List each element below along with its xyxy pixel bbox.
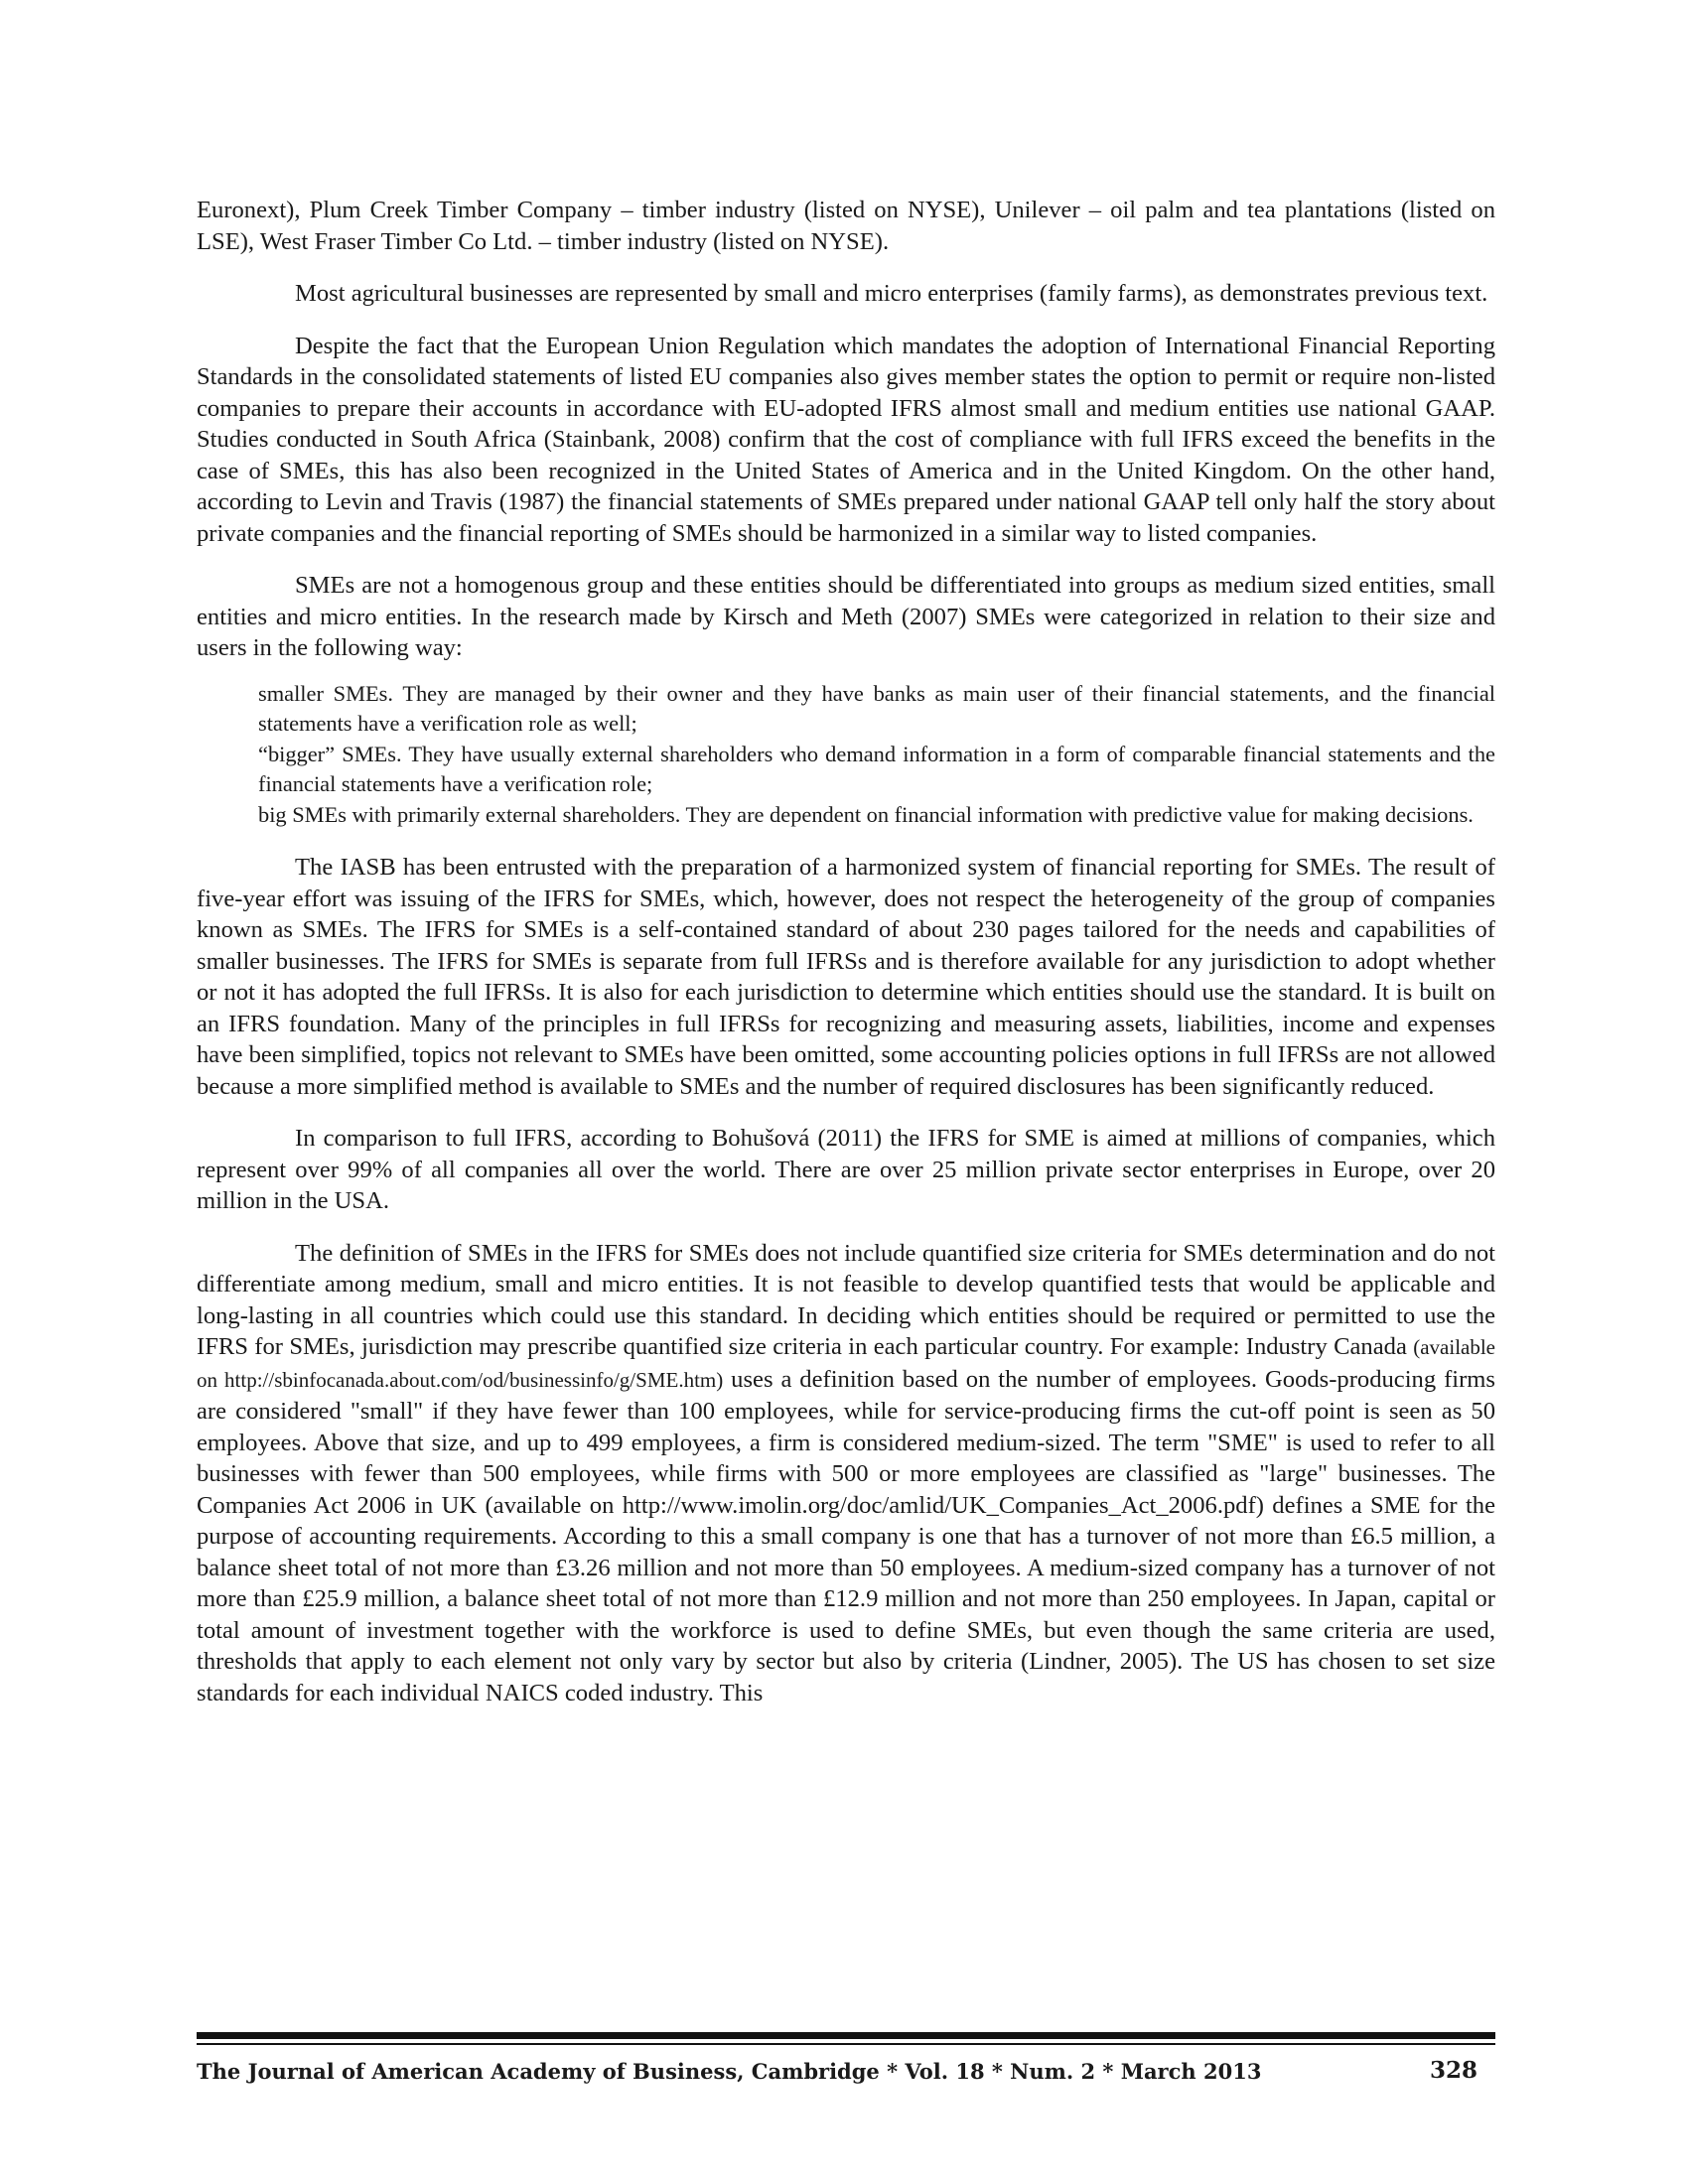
journal-citation: The Journal of American Academy of Business, Cambridge * Vol. 18 * Num. 2 * March 2013 xyxy=(197,2059,1262,2084)
paragraph-iasb: The IASB has been entrusted with the preparation of a harmonized system of financial reporting for SMEs. The result of five-year effort was issuing of the IFRS for SMEs, which, however, does not respect the heterogeneity of the group of companies known as SMEs. The IFRS for SMEs is a self-contained standard of about 230 pages tailored for the needs and capabilities of smaller businesses. The IFRS for SMEs is separate from full IFRSs and is therefore available for any jurisdiction to adopt whether or not it has adopted the full IFRSs. It is also for each jurisdiction to determine which entities should use the standard. It is built on an IFRS foundation. Many of the principles in full IFRSs for recognizing and measuring assets, liabilities, income and expenses have been simplified, topics not relevant to SMEs have been omitted, some accounting policies options in full IFRSs are not allowed because a more simplified method is available to SMEs and the number of required disclosures has been significantly reduced. xyxy=(197,854,1495,1100)
paragraph-sme-definition xyxy=(197,1238,1495,1709)
paragraph-text: uses a definition based on the number of employees. Goods-producing firms are considered "small" if they have fewer than 100 employees, while for service-producing firms the cut-off point is seen as 50 employees. Above that size, and up to 499 employees, a firm is considered medium-sized. The term "SME" is used to refer to all businesses with fewer than 500 employees, while firms with 500 or more employees are classified as "large" businesses. The Companies Act 2006 in UK (available on http://www.imolin.org/doc/amlid/UK_Companies_Act_2006.pdf) defines a SME for the purpose of accounting requirements. According to this a small company is one that has a turnover of not more than £6.5 million, a balance sheet total of not more than £3.26 million and not more than 50 employees. A medium-sized company has a turnover of not more than £25.9 million, a balance sheet total of not more than £12.9 million and not more than 250 employees. In Japan, capital or total amount of investment together with the workforce is used to define SMEs, but even though the same criteria are used, thresholds that apply to each element not only vary by sector but also by criteria (Lindner, 2005). The US has chosen to set size standards for each individual NAICS coded industry. This xyxy=(197,1365,1495,1706)
paragraph-text: The definition of SMEs in the IFRS for SMEs does not include quantified size criteria for SMEs determination and do not differentiate among medium, small and micro entities. It is not feasible to develop quantified tests that would be applicable and long-lasting in all countries which could use this standard. In deciding which entities should be required or permitted to use the IFRS for SMEs, jurisdiction may prescribe quantified size criteria in each particular country. For example: Industry Canada xyxy=(197,1239,1495,1360)
page-number: 328 xyxy=(1430,2057,1478,2084)
list-item: big SMEs with primarily external shareholders. They are dependent on financial information with predictive value for making decisions. xyxy=(258,801,1474,827)
paragraph-agricultural-businesses: Most agricultural businesses are represented by small and micro enterprises (family farms), as demonstrates previous text. xyxy=(295,280,1488,307)
paragraph-continuation: Euronext), Plum Creek Timber Company – timber industry (listed on NYSE), Unilever – oil palm and tea plantations (listed on LSE), West Fraser Timber Co Ltd. – timber industry (listed on NYSE). xyxy=(197,197,1495,255)
footer-rule-thin xyxy=(197,2043,1495,2045)
list-item: smaller SMEs. They are managed by their owner and they have banks as main user of their financial statements, and the financial statements have a verification role as well; xyxy=(258,680,1495,736)
list-item: “bigger” SMEs. They have usually external shareholders who demand information in a form of comparable financial statements and the financial statements have a verification role; xyxy=(258,741,1495,796)
reference-url: (available on http://sbinfocanada.about.com/od/businessinfo/g/SME.htm) xyxy=(197,1335,1495,1392)
footer-rule xyxy=(197,2032,1495,2039)
page-footer xyxy=(197,2053,1495,2093)
sme-category-list xyxy=(258,679,1495,831)
paragraph-comparison-full-ifrs: In comparison to full IFRS, according to Bohušová (2011) the IFRS for SME is aimed at millions of companies, which represent over 99% of all companies all over the world. There are over 25 million private sector enterprises in Europe, over 20 million in the USA. xyxy=(197,1125,1495,1214)
paragraph-sme-groups: SMEs are not a homogenous group and these entities should be differentiated into groups as medium sized entities, small entities and micro entities. In the research made by Kirsch and Meth (2007) SMEs were categorized in relation to their size and users in the following way: xyxy=(197,572,1495,661)
page-body xyxy=(197,195,1495,1729)
paragraph-eu-regulation: Despite the fact that the European Union Regulation which mandates the adoption of International Financial Reporting Standards in the consolidated statements of listed EU companies also gives member states the option to permit or require non-listed companies to prepare their accounts in accordance with EU-adopted IFRS almost small and medium entities use national GAAP. Studies conducted in South Africa (Stainbank, 2008) confirm that the cost of compliance with full IFRS exceed the benefits in the case of SMEs, this has also been recognized in the United States of America and in the United Kingdom. On the other hand, according to Levin and Travis (1987) the financial statements of SMEs prepared under national GAAP tell only half the story about private companies and the financial reporting of SMEs should be harmonized in a similar way to listed companies. xyxy=(197,332,1495,547)
